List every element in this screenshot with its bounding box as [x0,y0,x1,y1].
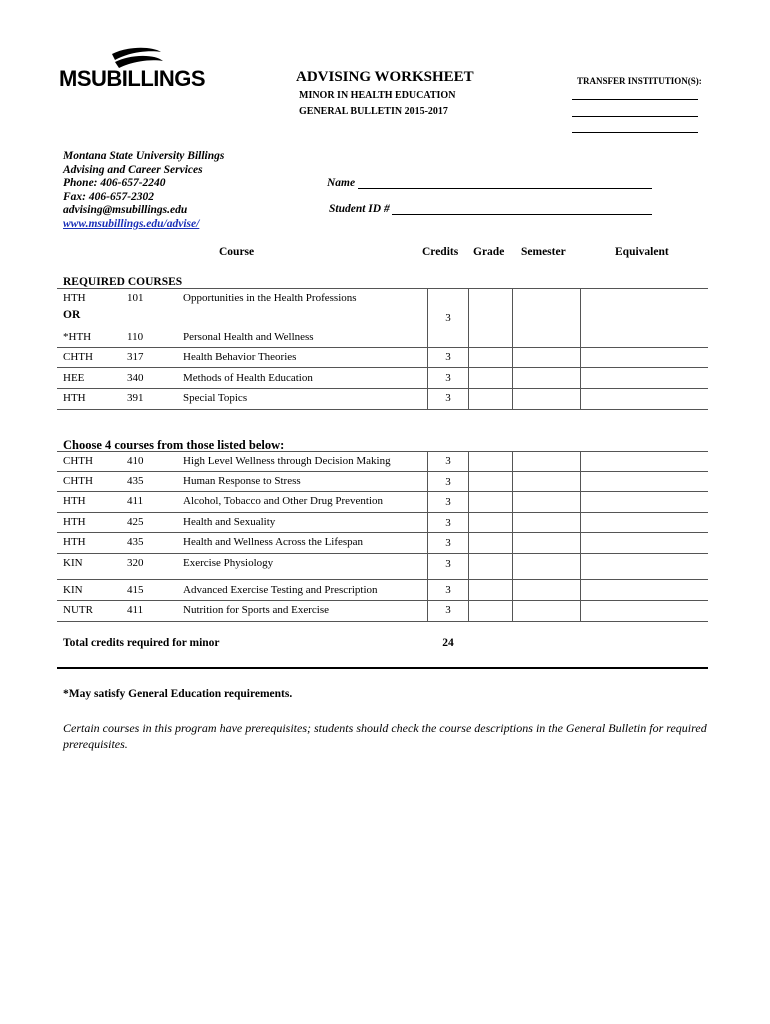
transfer-line-1[interactable] [572,99,698,100]
phone-number: Phone: 406-657-2240 [63,177,166,189]
elec-title-0: High Level Wellness through Decision Making [183,455,391,467]
header-credits: Credits [422,246,459,258]
elec-grid-col-1 [427,451,428,621]
elec-grid-line-5 [57,553,708,554]
elec-grid-top [57,451,708,452]
elec-title-5: Exercise Physiology [183,557,274,569]
student-id-field[interactable] [392,214,652,215]
req-title-2: Health Behavior Theories [183,351,297,363]
student-id-label: Student ID # [329,203,390,215]
req-dept-0: HTH [63,292,86,304]
req-num-2: 317 [127,351,144,363]
worksheet-title: ADVISING WORKSHEET [296,69,474,85]
req-grid-col-3 [512,288,513,409]
program-name: MINOR IN HEALTH EDUCATION [299,90,456,101]
contact-block [63,150,224,231]
transfer-institution-label: TRANSFER INSTITUTION(S): [577,76,702,86]
req-grid-line-2 [57,367,708,368]
bulletin-years: GENERAL BULLETIN 2015-2017 [299,106,448,117]
elec-title-3: Health and Sexuality [183,516,276,528]
prerequisite-note: Certain courses in this program have prerequisites; students should check the course descriptions in the General Bulletin for required prerequisites. [63,721,707,751]
elec-grid-col-4 [580,451,581,621]
elec-num-6: 415 [127,584,144,596]
elec-credits-5: 3 [445,558,451,570]
elec-grid-line-6 [57,579,708,580]
req-num-1: 110 [127,331,144,343]
req-num-3: 340 [127,372,144,384]
total-label: Total credits required for minor [63,637,220,649]
elec-credits-1: 3 [445,476,451,488]
advising-url-link[interactable]: www.msubillings.edu/advise/ [63,217,200,230]
req-credits-4: 3 [445,392,451,404]
header-grade: Grade [473,246,505,258]
req-num-0: 101 [127,292,144,304]
elec-grid-line-4 [57,532,708,533]
req-grid-line-1 [57,347,708,348]
electives-heading: Choose 4 courses from those listed below: [63,438,285,452]
req-dept-4: HTH [63,392,86,404]
elec-credits-0: 3 [445,455,451,467]
logo-text: MSUBILLINGS [59,66,206,91]
or-label: OR [63,309,81,321]
req-title-0: Opportunities in the Health Professions [183,292,357,304]
header-equivalent: Equivalent [615,246,669,258]
req-grid-col-4 [580,288,581,409]
elec-grid-col-3 [512,451,513,621]
elec-credits-3: 3 [445,517,451,529]
name-label: Name [327,177,356,189]
elec-num-1: 435 [127,475,144,487]
elec-num-5: 320 [127,557,144,569]
elec-dept-1: CHTH [63,475,93,487]
req-title-3: Methods of Health Education [183,372,313,384]
req-title-4: Special Topics [183,392,248,404]
name-field[interactable] [358,188,652,189]
elec-grid-line-2 [57,491,708,492]
req-grid-bottom [57,409,708,410]
elec-dept-6: KIN [63,584,83,596]
elec-dept-2: HTH [63,495,86,507]
req-num-4: 391 [127,392,144,404]
req-credits-2: 3 [445,351,451,363]
elec-grid-line-3 [57,512,708,513]
elec-grid-bottom [57,621,708,622]
elec-grid-line-1 [57,471,708,472]
req-dept-3: HEE [63,372,85,384]
elec-dept-5: KIN [63,557,83,569]
req-dept-1: *HTH [63,331,92,343]
transfer-line-2[interactable] [572,116,698,117]
header-semester: Semester [521,246,566,258]
transfer-line-3[interactable] [572,132,698,133]
office-name: Advising and Career Services [63,163,203,176]
elec-num-7: 411 [127,604,144,616]
elec-title-2: Alcohol, Tobacco and Other Drug Prevention [183,495,384,507]
gen-ed-note: *May satisfy General Education requirements. [63,688,293,700]
elec-num-0: 410 [127,455,144,467]
elec-title-4: Health and Wellness Across the Lifespan [183,536,364,548]
elec-credits-7: 3 [445,604,451,616]
req-grid-col-1 [427,288,428,409]
elec-credits-6: 3 [445,584,451,596]
header-course: Course [219,246,255,258]
total-divider [57,667,708,669]
elec-title-1: Human Response to Stress [183,475,301,487]
req-grid-top [57,288,708,289]
or-credits: 3 [445,312,451,324]
req-credits-3: 3 [445,372,451,384]
email-address: advising@msubillings.edu [63,204,188,216]
elec-title-6: Advanced Exercise Testing and Prescription [183,584,378,596]
elec-credits-4: 3 [445,537,451,549]
elec-dept-3: HTH [63,516,86,528]
req-grid-line-3 [57,388,708,389]
req-dept-2: CHTH [63,351,93,363]
elec-num-4: 435 [127,536,144,548]
university-name: Montana State University Billings [63,150,225,162]
fax-number: Fax: 406-657-2302 [63,190,155,203]
elec-credits-2: 3 [445,496,451,508]
req-grid-col-2 [468,288,469,409]
elec-grid-col-2 [468,451,469,621]
req-title-1: Personal Health and Wellness [183,331,314,343]
required-courses-heading: REQUIRED COURSES [63,276,183,288]
elec-dept-4: HTH [63,536,86,548]
elec-dept-7: NUTR [63,604,93,616]
total-credits: 24 [442,637,454,649]
elec-num-3: 425 [127,516,144,528]
elec-num-2: 411 [127,495,144,507]
elec-dept-0: CHTH [63,455,93,467]
elec-grid-line-7 [57,600,708,601]
elec-title-7: Nutrition for Sports and Exercise [183,604,330,616]
